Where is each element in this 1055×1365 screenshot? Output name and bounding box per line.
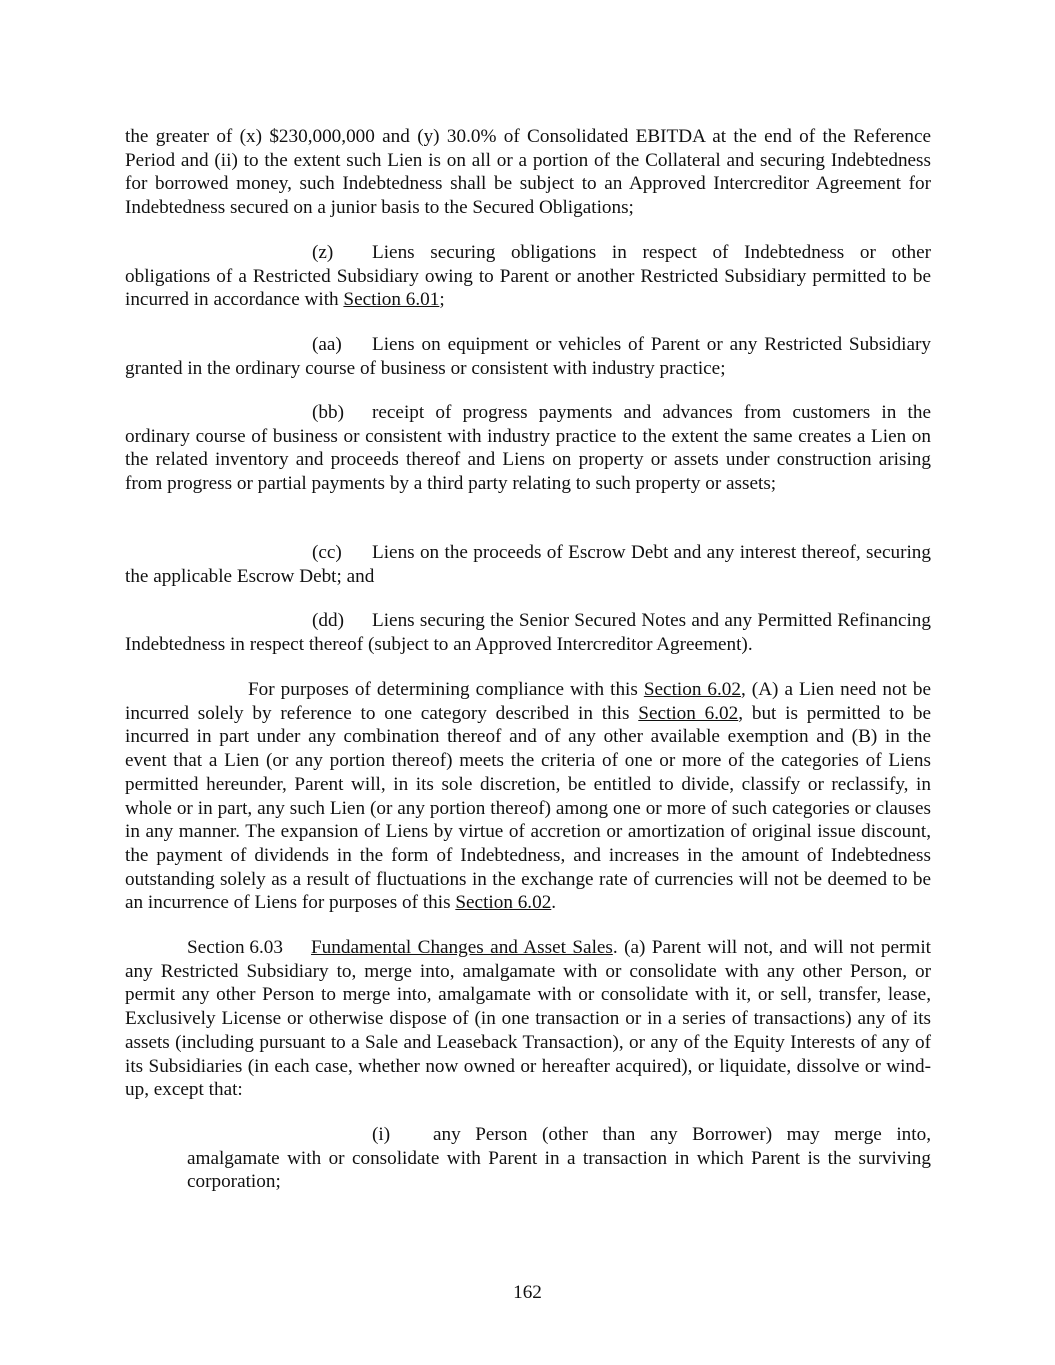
clause-text-end: ; [439, 289, 445, 311]
clause-label: (z) [312, 242, 334, 263]
purposes-paragraph [125, 678, 931, 915]
clause-text: receipt of progress payments and advances from customers in the ordinary course of business or consistent with industry practice to the extent the same creates a Lien on the related inventory and proceeds thereof and Liens on property or assets under construction arising from progress or partial payments by a third party relating to such property or assets; [125, 402, 931, 495]
paragraph-continuation [125, 125, 931, 220]
clause-dd [125, 609, 931, 656]
section-reference-link[interactable]: Section 6.02 [643, 679, 741, 700]
paragraph-text: For purposes of determining compliance with this [248, 679, 644, 700]
paragraph-text: , (A) a Lien need not be incurred solely by reference to one category described in this [125, 679, 931, 724]
section-heading: Fundamental Changes and Asset Sales [311, 937, 613, 958]
clause-text: Liens on equipment or vehicles of Parent or any Restricted Subsidiary granted in the ordinary course of business or consistent with industry practice; [125, 334, 931, 379]
clause-aa [125, 333, 931, 380]
clause-label: (i) [372, 1124, 391, 1145]
section-text: . (a) Parent will not, and will not permit any Restricted Subsidiary to, merge into, amalgamate with or consolidate with any other Person, or permit any other Person to merge into, amalgamate with or consolidate with it, or sell, transfer, lease, Exclusively License or otherwise dispose of (in one transaction or in a series of transactions) any of its assets (including pursuant to a Sale and Leaseback Transaction), or any of the Equity Interests of any of its Subsidiaries (in each case, whether now owned or hereafter acquired), or liquidate, dissolve or wind-up, except that: [125, 937, 932, 1101]
clause-z [125, 241, 931, 312]
section-reference-link[interactable]: Section 6.02 [638, 702, 739, 724]
section-reference-link[interactable]: Section 6.02 [455, 892, 552, 914]
section-6-03 [125, 936, 931, 1102]
clause-label: (aa) [312, 334, 342, 355]
paragraph-text: , but is permitted to be incurred in part under any combination thereof and of any other available exemption and (B) in the event that a Lien (or any portion thereof) meets the criteria of one or more of the categories of Liens permitted hereunder, Parent will, in its sole discretion, be entitled to divide, classify or reclassify, in whole or in part, any such Lien (or any portion thereof) among one or more of such categories or clauses in any manner. The expansion of Liens by virtue of accretion or amortization of original issue discount, the payment of dividends in the form of Indebtedness, and increases in the amount of Indebtedness outstanding solely as a result of fluctuations in the exchange rate of currencies will not be deemed to be an incurrence of Liens for purposes of this [125, 702, 931, 914]
section-reference-link[interactable]: Section 6.01 [343, 289, 440, 311]
clause-bb [125, 401, 931, 496]
clause-text: Liens securing the Senior Secured Notes and any Permitted Refinancing Indebtedness in respect thereof (subject to an Approved Intercreditor Agreement). [125, 610, 931, 655]
clause-text: any Person (other than any Borrower) may merge into, amalgamate with or consolidate with Parent in a transaction in which Parent is the surviving corporation; [187, 1124, 931, 1193]
clause-label: (cc) [312, 542, 342, 563]
clause-text: Liens on the proceeds of Escrow Debt and any interest thereof, securing the applicable Escrow Debt; and [125, 542, 931, 587]
page-number: 162 [513, 1282, 542, 1303]
clause-label: (bb) [312, 402, 344, 423]
clause-text: Liens securing obligations in respect of Indebtedness or other obligations of a Restricted Subsidiary owing to Parent or another Restricted Subsidiary permitted to be incurred in accordance with [125, 242, 931, 311]
paragraph-text: the greater of (x) $230,000,000 and (y) 30.0% of Consolidated EBITDA at the end of the Reference Period and (ii) to the extent such Lien is on all or a portion of the Collateral and securing Indebtedness for borrowed money, such Indebtedness shall be subject to an Approved Intercreditor Agreement for Indebtedness secured on a junior basis to the Secured Obligations; [125, 126, 931, 219]
clause-cc [125, 541, 931, 588]
clause-i [187, 1123, 931, 1194]
paragraph-text: . [551, 892, 557, 914]
clause-label: (dd) [312, 610, 344, 631]
section-number: Section 6.03 [187, 937, 283, 958]
